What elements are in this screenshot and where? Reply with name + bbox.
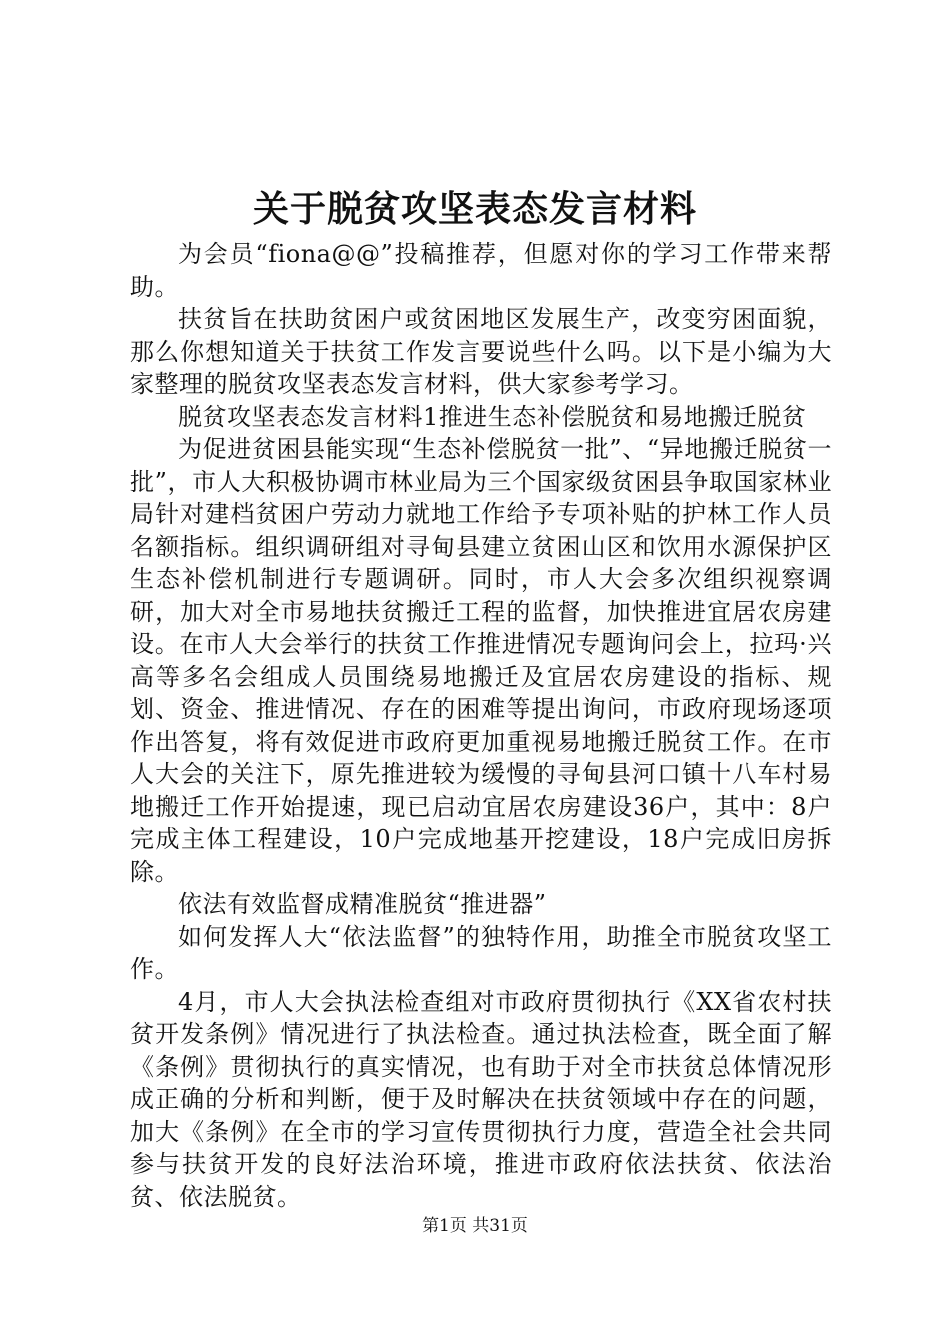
document-title: 关于脱贫攻坚表态发言材料 bbox=[252, 188, 697, 230]
section-heading: 脱贫攻坚表态发言材料1推进生态补偿脱贫和易地搬迁脱贫 bbox=[178, 402, 807, 431]
paragraph: 如何发挥人大“依法监督”的独特作用，助推全市脱贫攻坚工作。 bbox=[130, 922, 832, 983]
paragraph: 为促进贫困县能实现“生态补偿脱贫一批”、“异地搬迁脱贫一批”，市人大积极协调市林业局为三个国家级贫困县争取国家林业局针对建档贫困户劳动力就地工作给予专项补贴的护林工作人员名额指标。组织调研组对寻甸县建立贫困山区和饮用水源保护区生态补偿机制进行专题调研。同时，市人大会多次组织视察调研，加大对全市易地扶贫搬迁工程的监督，加快推进宜居农房建设。在市人大会举行的扶贫工作推进情况专题询问会上，拉玛·兴高等多名会组成人员围绕易地搬迁及宜居农房建设的指标、规划、资金、推进情况、存在的困难等提出询问，市政府现场逐项作出答复，将有效促进市政府更加重视易地搬迁脱贫工作。在市人大会的关注下，原先推进较为缓慢的寻甸县河口镇十八车村易地搬迁工作开始提速，现已启动宜居农房建设36户，其中：8户完成主体工程建设，10户完成地基开挖建设，18户完成旧房拆除。 bbox=[130, 435, 832, 886]
document-body bbox=[130, 238, 832, 1213]
paragraph: 扶贫旨在扶助贫困户或贫困地区发展生产，改变穷困面貌，那么你想知道关于扶贫工作发言要说些什么吗。以下是小编为大家整理的脱贫攻坚表态发言材料，供大家参考学习。 bbox=[130, 305, 832, 398]
paragraph: 4月，市人大会执法检查组对市政府贯彻执行《XX省农村扶贫开发条例》情况进行了执法检查。通过执法检查，既全面了解《条例》贯彻执行的真实情况，也有助于对全市扶贫总体情况形成正确的分析和判断，便于及时解决在扶贫领域中存在的问题，加大《条例》在全市的学习宣传贯彻执行力度，营造全社会共同参与扶贫开发的良好法治环境，推进市政府依法扶贫、依法治贫、依法脱贫。 bbox=[130, 987, 832, 1211]
section-heading: 依法有效监督成精准脱贫“推进器” bbox=[178, 890, 547, 918]
paragraph: 为会员“fiona@@”投稿推荐，但愿对你的学习工作带来帮助。 bbox=[130, 240, 832, 301]
page-indicator: 第1页 共31页 bbox=[422, 1216, 528, 1236]
